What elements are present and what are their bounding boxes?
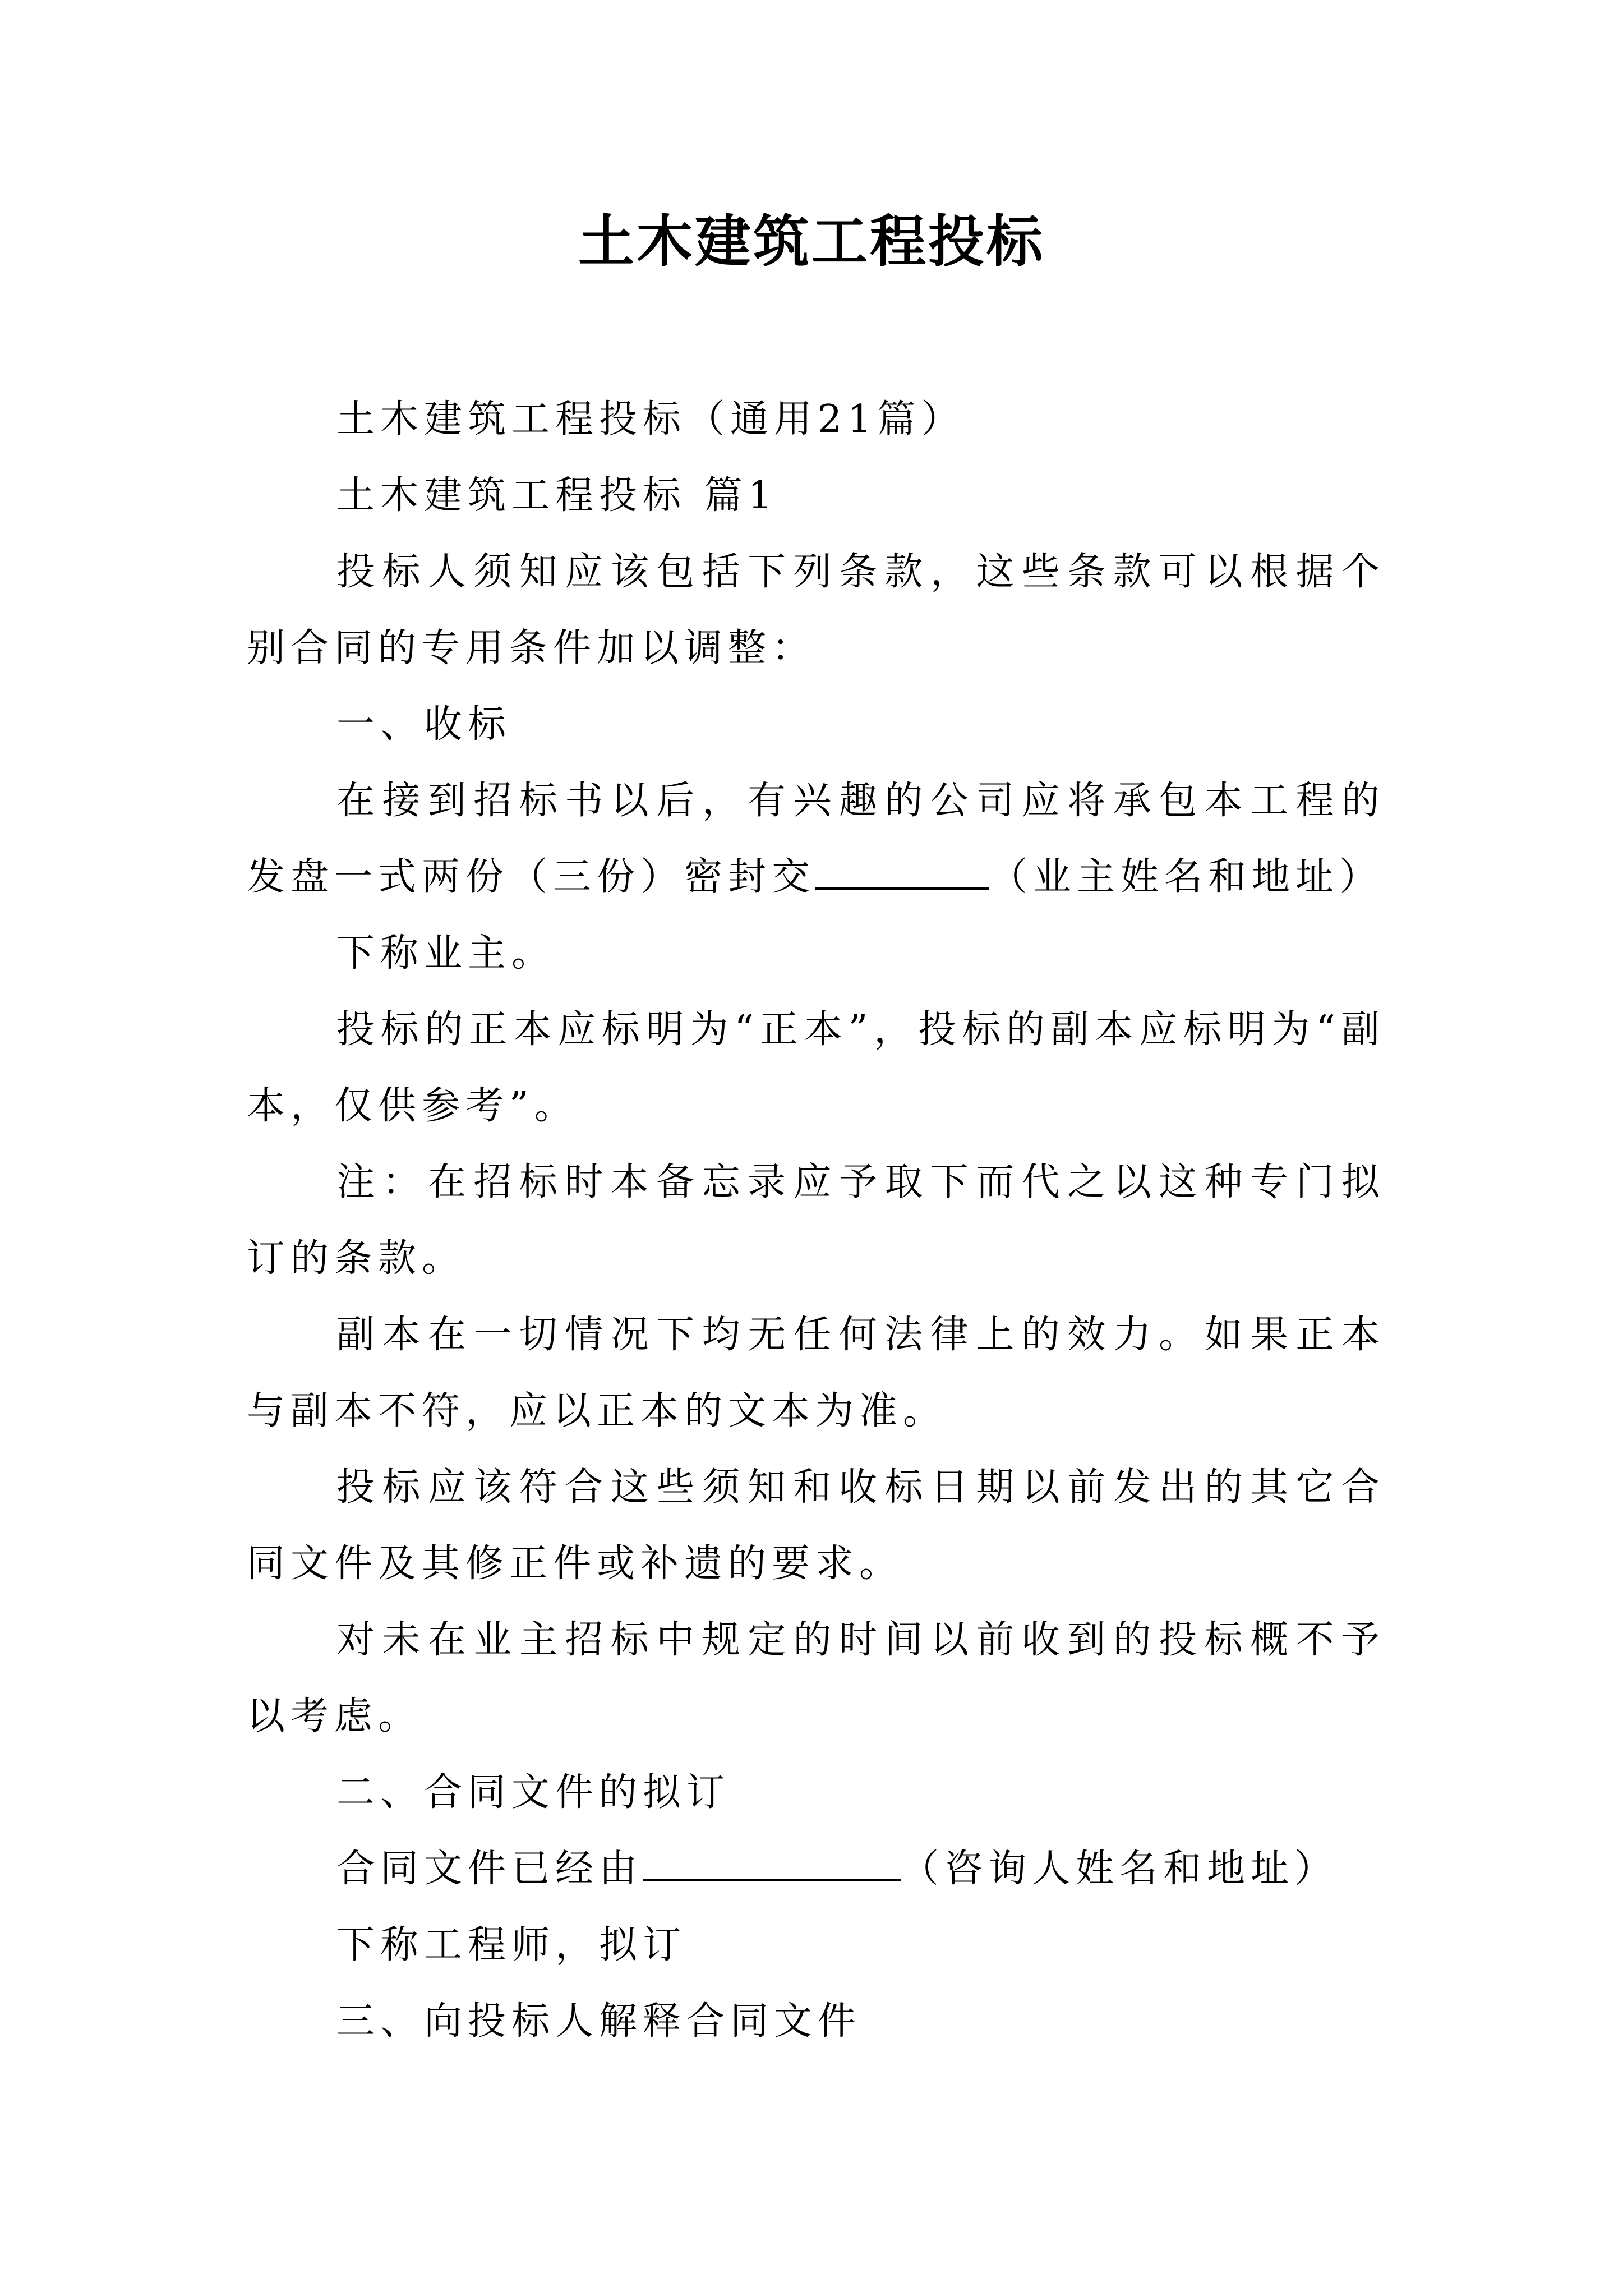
body-paragraph: 注：在招标时本备忘录应予取下而代之以这种专门拟订的条款。 [247, 1160, 1385, 1281]
body-paragraph: 下称业主。 [336, 931, 556, 976]
body-paragraph: 副本在一切情况下均无任何法律上的效力。如果正本与副本不符，应以正本的文本为准。 [247, 1313, 1385, 1433]
heading-paragraph: 三、向投标人解释合同文件 [336, 1999, 862, 2044]
body-paragraph: 投标人须知应该包括下列条款，这些条款可以根据个别合同的专用条件加以调整： [247, 550, 1385, 670]
paragraph-text: （咨询人姓名和地址） [901, 1847, 1339, 1891]
body-paragraph-with-blank [247, 1831, 1385, 1907]
paragraph-text: （业主姓名和地址） [989, 855, 1384, 899]
body-paragraph: 投标的正本应标明为“正本”，投标的副本应标明为“副本，仅供参考”。 [247, 1007, 1385, 1128]
section-heading-paragraph: 土木建筑工程投标 篇1 [336, 473, 778, 518]
paragraph-text: 在接到招标书以后，有兴趣的公司应将承包本工程的发盘一式两份（三份）密封交 [247, 779, 1385, 899]
paragraph-text: 合同文件已经由 [336, 1847, 643, 1891]
body-paragraph: 投标应该符合这些须知和收标日期以前发出的其它合同文件及其修正件或补遗的要求。 [247, 1465, 1385, 1586]
body-paragraph: 对未在业主招标中规定的时间以前收到的投标概不予以考虑。 [247, 1618, 1385, 1738]
fill-in-blank-consultant [643, 1846, 901, 1881]
body-paragraph: 下称工程师，拟订 [336, 1923, 687, 1967]
heading-paragraph: 二、合同文件的拟订 [336, 1770, 731, 1815]
heading-paragraph: 一、收标 [336, 702, 512, 747]
subtitle-paragraph: 土木建筑工程投标（通用21篇） [336, 397, 965, 441]
fill-in-blank-owner [815, 854, 989, 890]
body-paragraph-with-blank [247, 763, 1385, 915]
document-title: 土木建筑工程投标 [578, 208, 1045, 274]
document-body [247, 381, 1385, 2060]
